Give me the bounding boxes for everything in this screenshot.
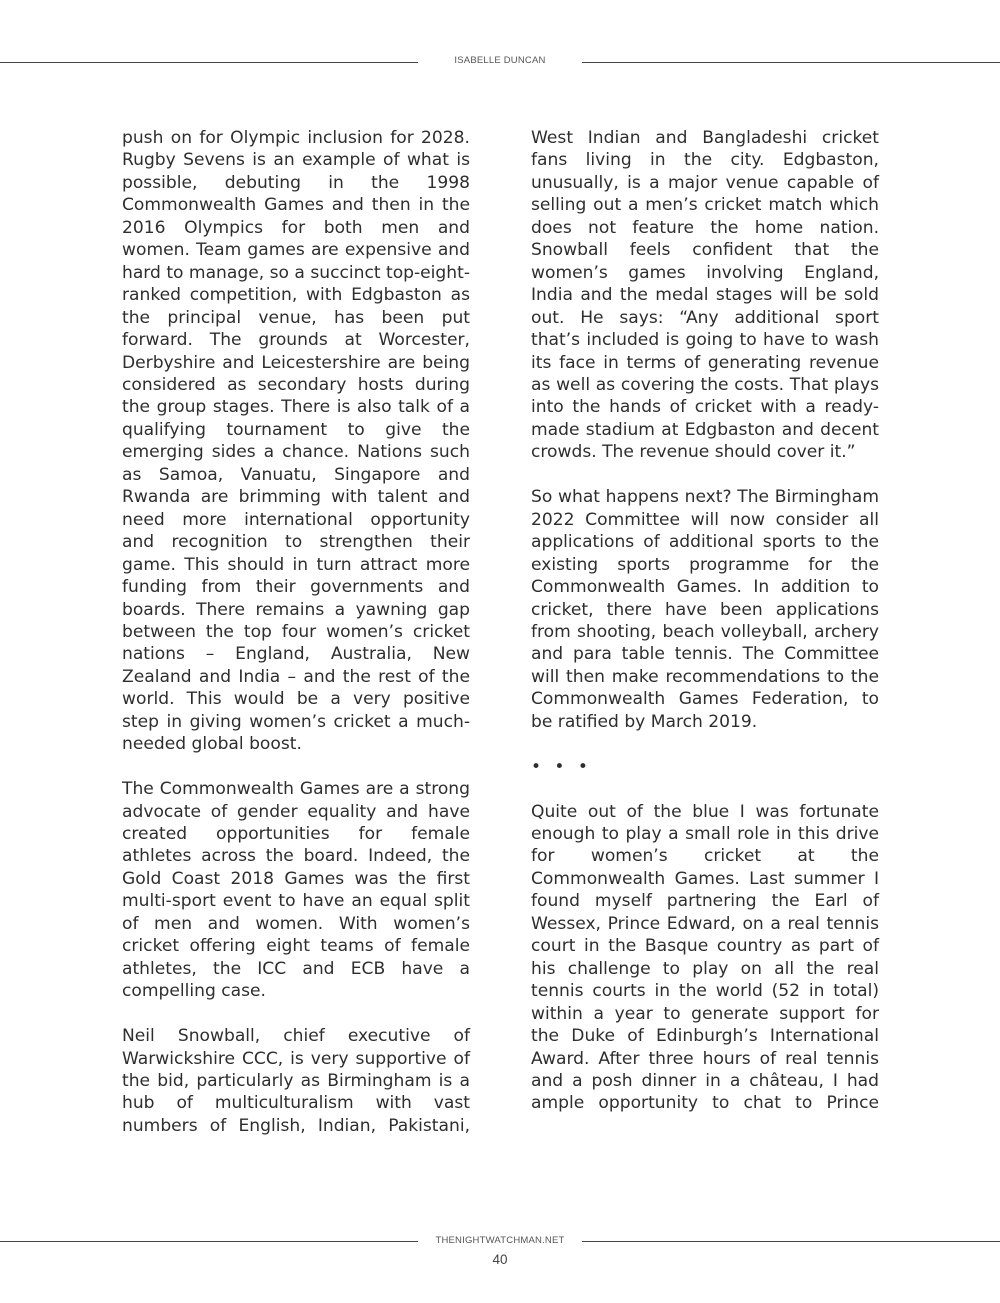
right-column — [531, 127, 879, 1115]
article-paragraph: Neil Snowball, chief executive of Warwickshire CCC, is very supportive of the bid, particularly as Birmingham is a hub of multiculturalism with vast numbers of English, Indian, Pakistani, — [122, 1026, 470, 1136]
footer-site: THENIGHTWATCHMAN.NET — [435, 1235, 565, 1246]
article-paragraph: The Commonwealth Games are a strong advocate of gender equality and have created opportunities for female athletes across the board. Indeed, the Gold Coast 2018 Games was the first multi-sport event to have an equal split of men and women. With women’s cricket offering eight teams of female athletes, the ICC and ECB have a compelling case. — [122, 779, 470, 1002]
article-paragraph: push on for Olympic inclusion for 2028. Rugby Sevens is an example of what is possible, debuting in the 1998 Commonwealth Games and then in the 2016 Olympics for both men and women. Team games are expensive and hard to manage, so a succinct top-eight-ranked competition, with Edgbaston as the principal venue, has been put forward. The grounds at Worcester, Derbyshire and Leicestershire are being considered as secondary hosts during the group stages. There is also talk of a qualifying tournament to give the emerging sides a chance. Nations such as Samoa, Vanuatu, Singapore and Rwanda are brimming with talent and need more international opportunity and recognition to strengthen their game. This should in turn attract more funding from their governments and boards. There remains a yawning gap between the top four women’s cricket nations – England, Australia, New Zealand and India – and the rest of the world. This would be a very positive step in giving women’s cricket a much-needed global boost. — [122, 128, 470, 755]
article-paragraph: Quite out of the blue I was fortunate enough to play a small role in this drive for women’s cricket at the Commonwealth Games. Last summer I found myself partnering the Earl of Wessex, Prince Edward, on a real tennis court in the Basque country as part of his challenge to play on all the real tennis courts in the world (52 in total) within a year to generate support for the Duke of Edinburgh’s International Award. After three hours of real tennis and a posh dinner in a château, I had ample opportunity to chat to Prince — [531, 801, 879, 1114]
page-number: 40 — [492, 1252, 508, 1267]
article-paragraph: So what happens next? The Birmingham 2022 Committee will now consider all applications of additional sports to the existing sports programme for the Commonwealth Games. In addition to cricket, there have been applications from shooting, beach volleyball, archery and para table tennis. The Committee will then make recommendations to the Commonwealth Games Federation, to be ratified by March 2019. — [531, 487, 879, 732]
footer-rule-left — [0, 1241, 418, 1242]
left-column — [122, 127, 470, 1137]
header-author: ISABELLE DUNCAN — [454, 55, 546, 66]
article-paragraph: West Indian and Bangladeshi cricket fans living in the city. Edgbaston, unusually, is a major venue capable of selling out a men’s cricket match which does not feature the home nation. Snowball feels confident that the women’s games involving England, India and the medal stages will be sold out. He says: “Any additional sport that’s included is going to have to wash its face in terms of generating revenue as well as covering the costs. That plays into the hands of cricket with a ready-made stadium at Edgbaston and decent crowds. The revenue should cover it.” — [531, 128, 879, 463]
section-break-dots: • • • — [531, 756, 592, 777]
footer-rule-right — [582, 1241, 1000, 1242]
header-rule-right — [582, 62, 1000, 63]
header-rule-left — [0, 62, 418, 63]
